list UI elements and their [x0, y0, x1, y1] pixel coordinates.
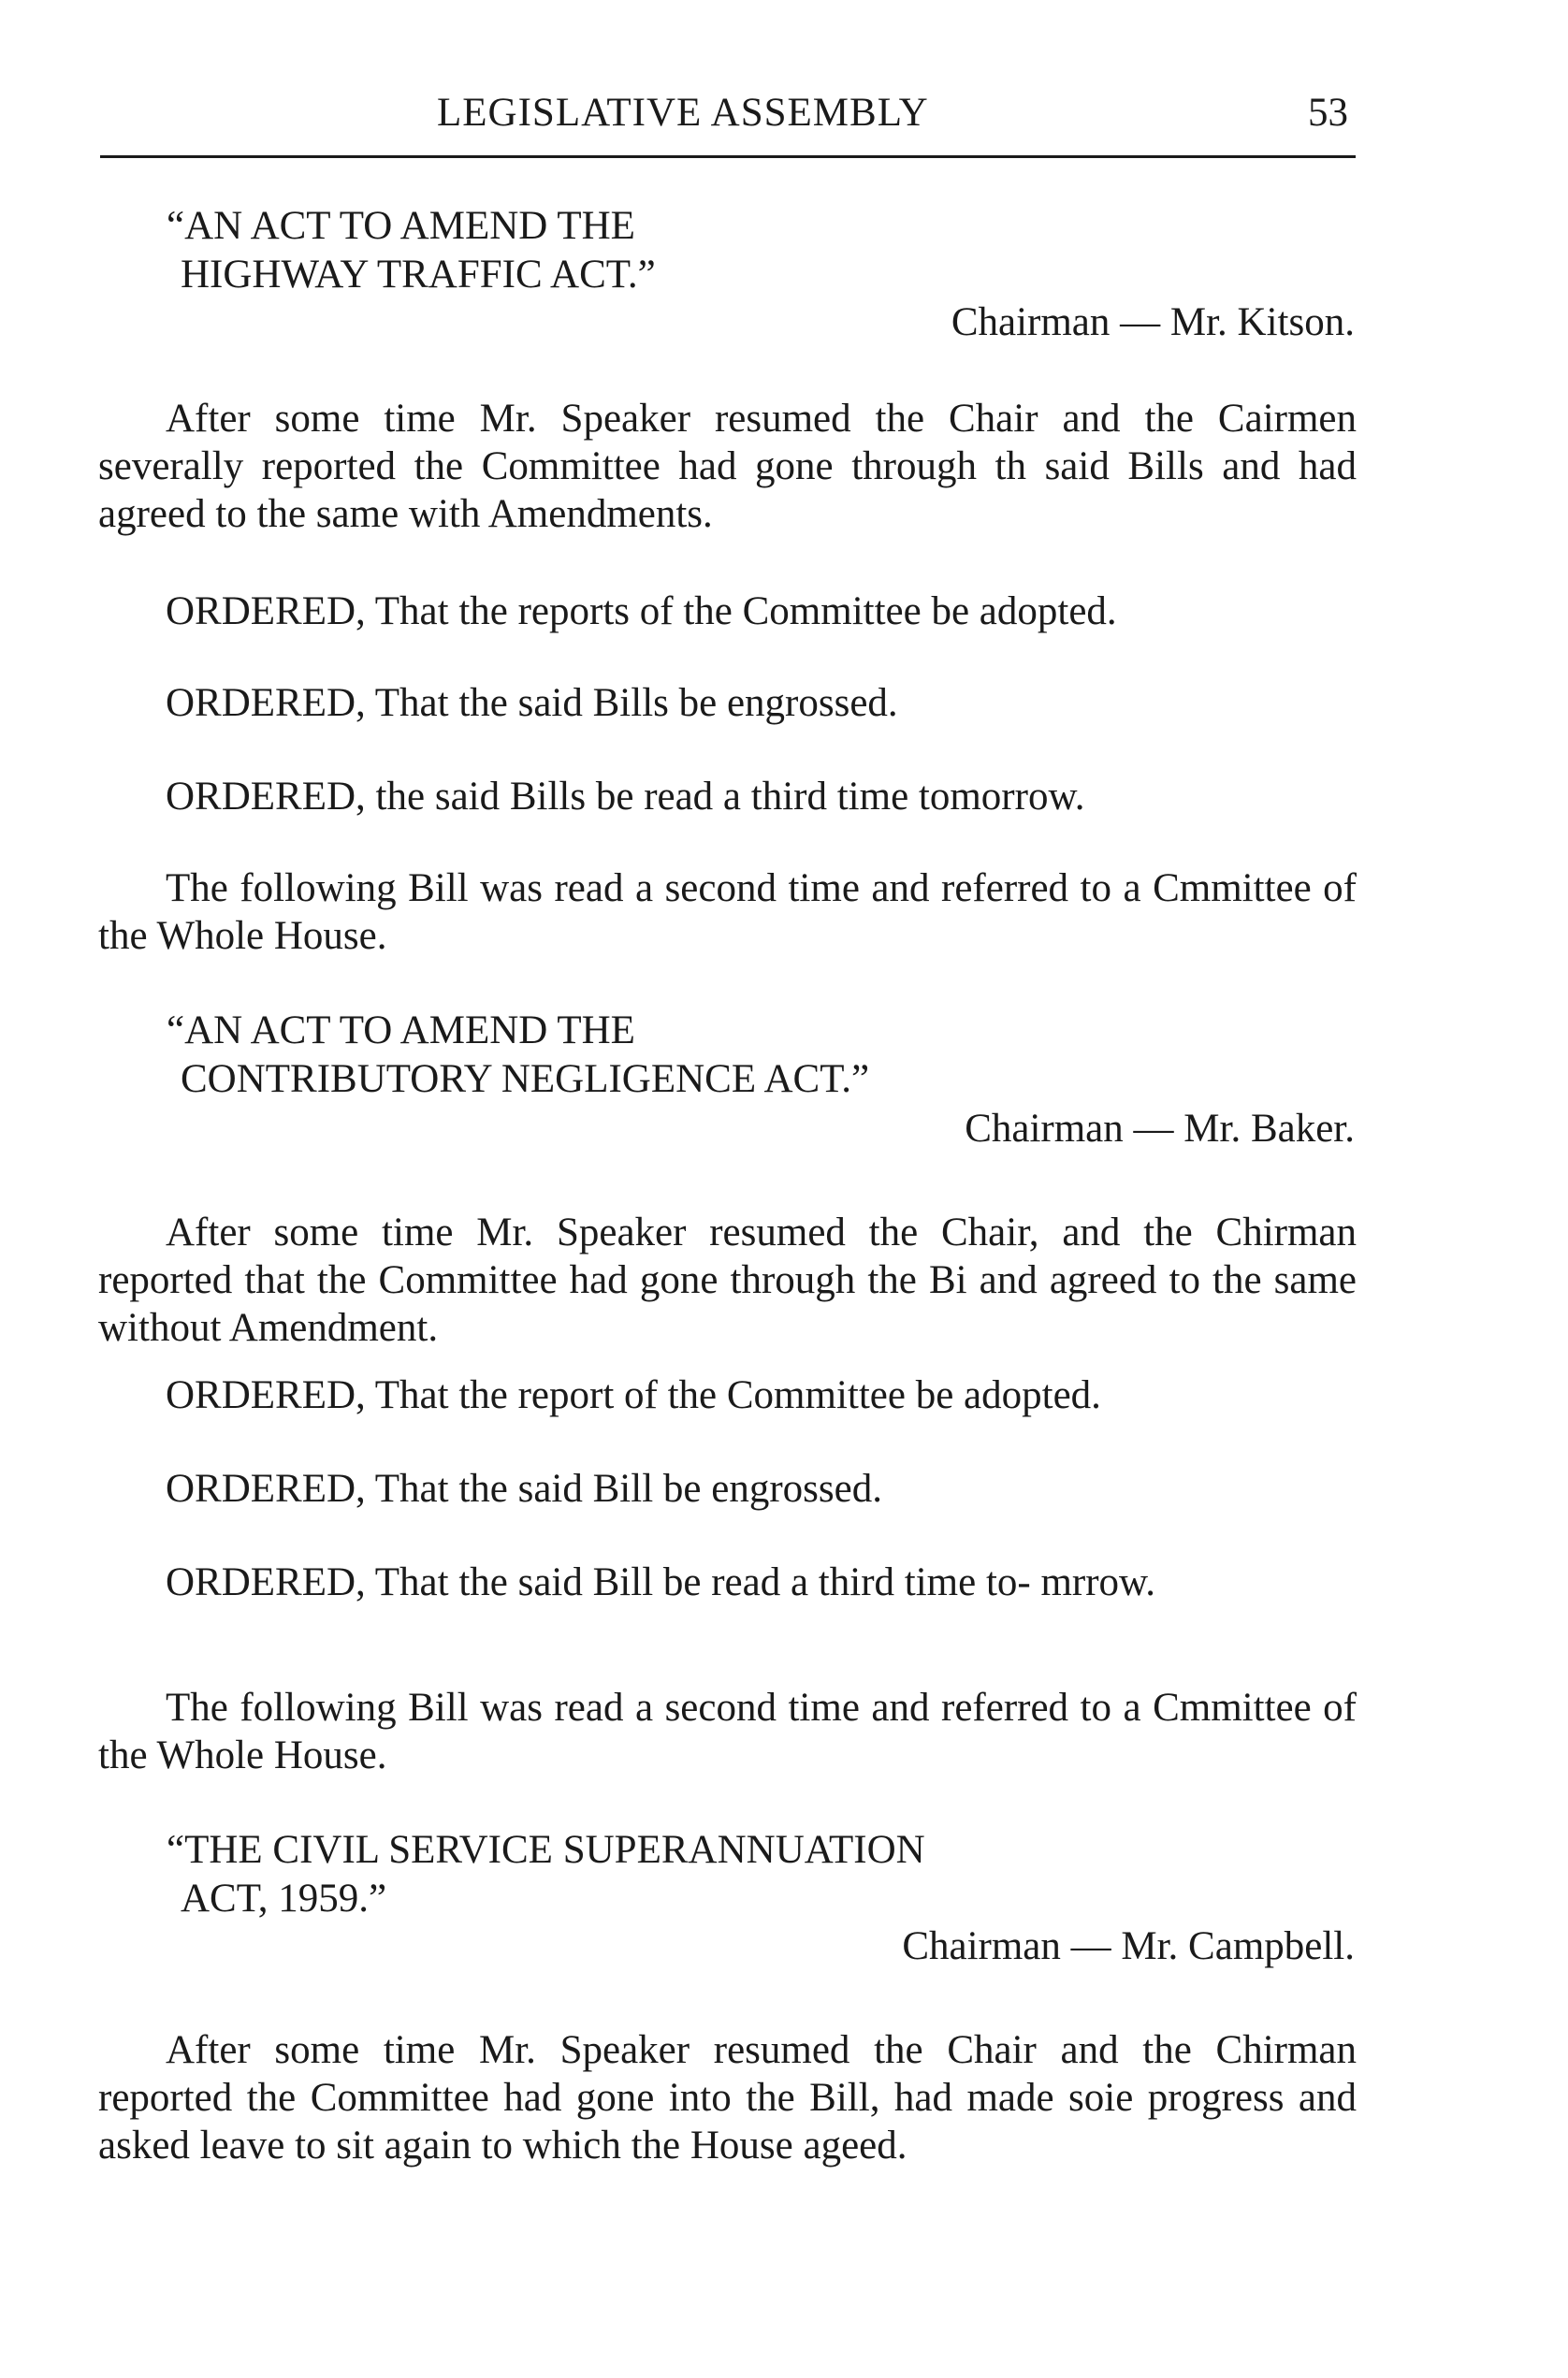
bill-title-line: CONTRIBUTORY NEGLIGENCE ACT.” [181, 1057, 870, 1101]
chairman-line: Chairman — Mr. Kitson. [951, 300, 1355, 344]
page-number: 53 [1308, 91, 1348, 135]
paragraph: ORDERED, That the said Bill be engrossed. [166, 1467, 882, 1511]
chairman-line: Chairman — Mr. Campbell. [902, 1924, 1355, 1968]
paragraph: After some time Mr. Speaker resumed the Chair and the Cairmen severally reported the Committee had gone through th said Bills and had agreed to the same with Amendments. [98, 397, 1357, 536]
bill-title-line: HIGHWAY TRAFFIC ACT.” [181, 253, 656, 297]
running-header [100, 90, 1356, 146]
paragraph: ORDERED, That the said Bills be engrossed. [166, 681, 898, 725]
paragraph: ORDERED, That the reports of the Committee be adopted. [166, 589, 1117, 633]
bill-title-line: “AN ACT TO AMEND THE [167, 1008, 635, 1052]
paragraph: The following Bill was read a second time and referred to a Cmmittee of the Whole House. [98, 1686, 1357, 1777]
bill-title-line: “THE CIVIL SERVICE SUPERANNUATION [167, 1828, 925, 1872]
paragraph: The following Bill was read a second time and referred to a Cmmittee of the Whole House. [98, 866, 1357, 958]
header-title: LEGISLATIVE ASSEMBLY [437, 91, 929, 135]
paragraph: ORDERED, the said Bills be read a third time tomorrow. [166, 775, 1085, 819]
paragraph: ORDERED, That the said Bill be read a third time to- mrrow. [166, 1560, 1156, 1604]
bill-title-line: ACT, 1959.” [181, 1877, 387, 1921]
paragraph: After some time Mr. Speaker resumed the Chair, and the Chirman reported that the Committee had gone through the Bi and agreed to the same without Amendment. [98, 1211, 1357, 1350]
header-rule [100, 155, 1356, 158]
paragraph: ORDERED, That the report of the Committee be adopted. [166, 1373, 1101, 1417]
paragraph: After some time Mr. Speaker resumed the Chair and the Chirman reported the Committee had gone into the Bill, had made soie progress and asked leave to sit again to which the House ageed. [98, 2028, 1357, 2168]
bill-title-line: “AN ACT TO AMEND THE [167, 204, 635, 248]
chairman-line: Chairman — Mr. Baker. [965, 1107, 1355, 1151]
